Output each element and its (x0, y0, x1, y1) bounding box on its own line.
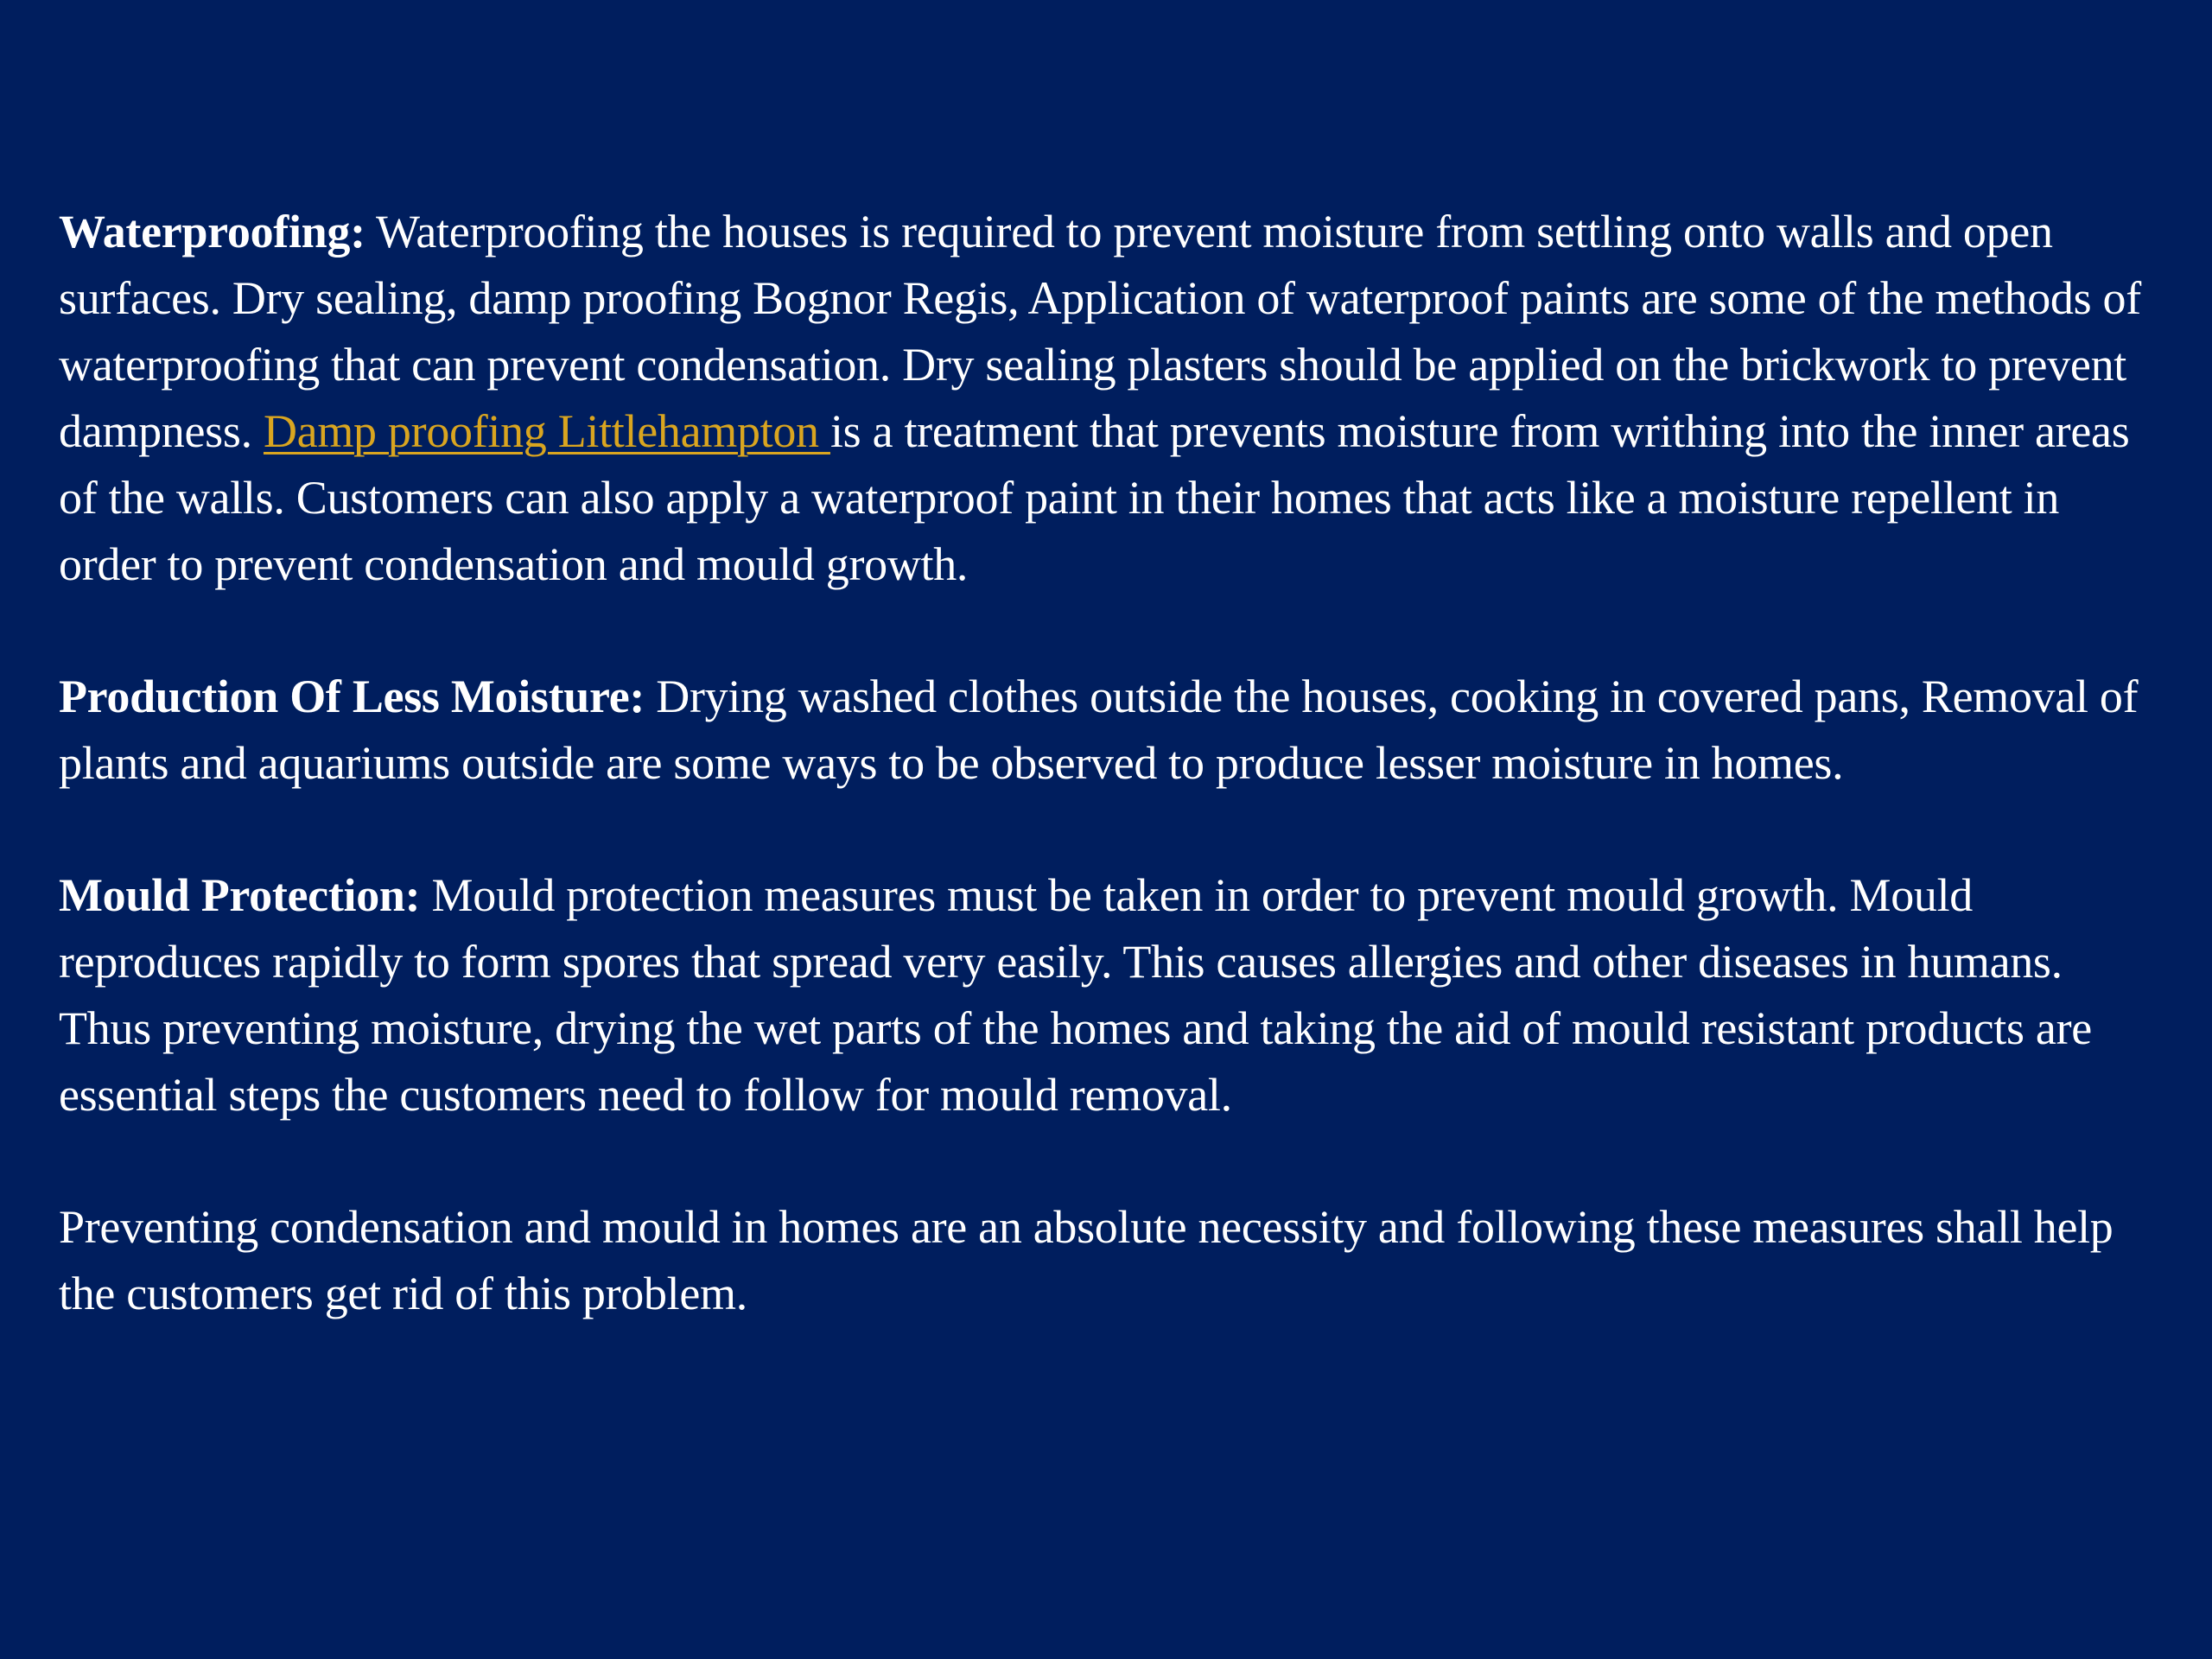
paragraph-mould-protection (59, 862, 2160, 1128)
waterproofing-text-before: Waterproofing the houses is required to prevent moisture from settling onto walls and open surfaces. Dry sealing, damp proofing Bognor Regis, Application of waterproof paints are some of the methods of waterproofing that can prevent condensation. Dry sealing plasters should be applied on the brickwork to prevent dampness. (59, 206, 2141, 457)
paragraph-less-moisture (59, 664, 2160, 797)
paragraph-waterproofing (59, 199, 2160, 598)
less-moisture-text: Drying washed clothes outside the houses, cooking in covered pans, Removal of plants and aquariums outside are some ways to be observed to produce lesser moisture in homes. (59, 671, 2139, 789)
damp-proofing-littlehampton-link[interactable]: Damp proofing Littlehampton (263, 405, 830, 457)
heading-waterproofing: Waterproofing: (59, 206, 365, 257)
waterproofing-text-after: is a treatment that prevents moisture from writhing into the inner areas of the walls. Customers can also apply a waterproof paint in their homes that acts like a moisture repellent in order to prevent condensation and mould growth. (59, 405, 2130, 590)
paragraph-conclusion (59, 1194, 2160, 1327)
heading-less-moisture: Production Of Less Moisture: (59, 671, 645, 722)
heading-mould-protection: Mould Protection: (59, 869, 421, 921)
mould-protection-text: Mould protection measures must be taken in order to prevent mould growth. Mould reproduces rapidly to form spores that spread very easily. This causes allergies and other diseases in humans. Thus preventing moisture, drying the wet parts of the homes and taking the aid of mould resistant products are essential steps the customers need to follow for mould removal. (59, 869, 2092, 1121)
conclusion-text: Preventing condensation and mould in homes are an absolute necessity and following these measures shall help the customers get rid of this problem. (59, 1201, 2113, 1319)
